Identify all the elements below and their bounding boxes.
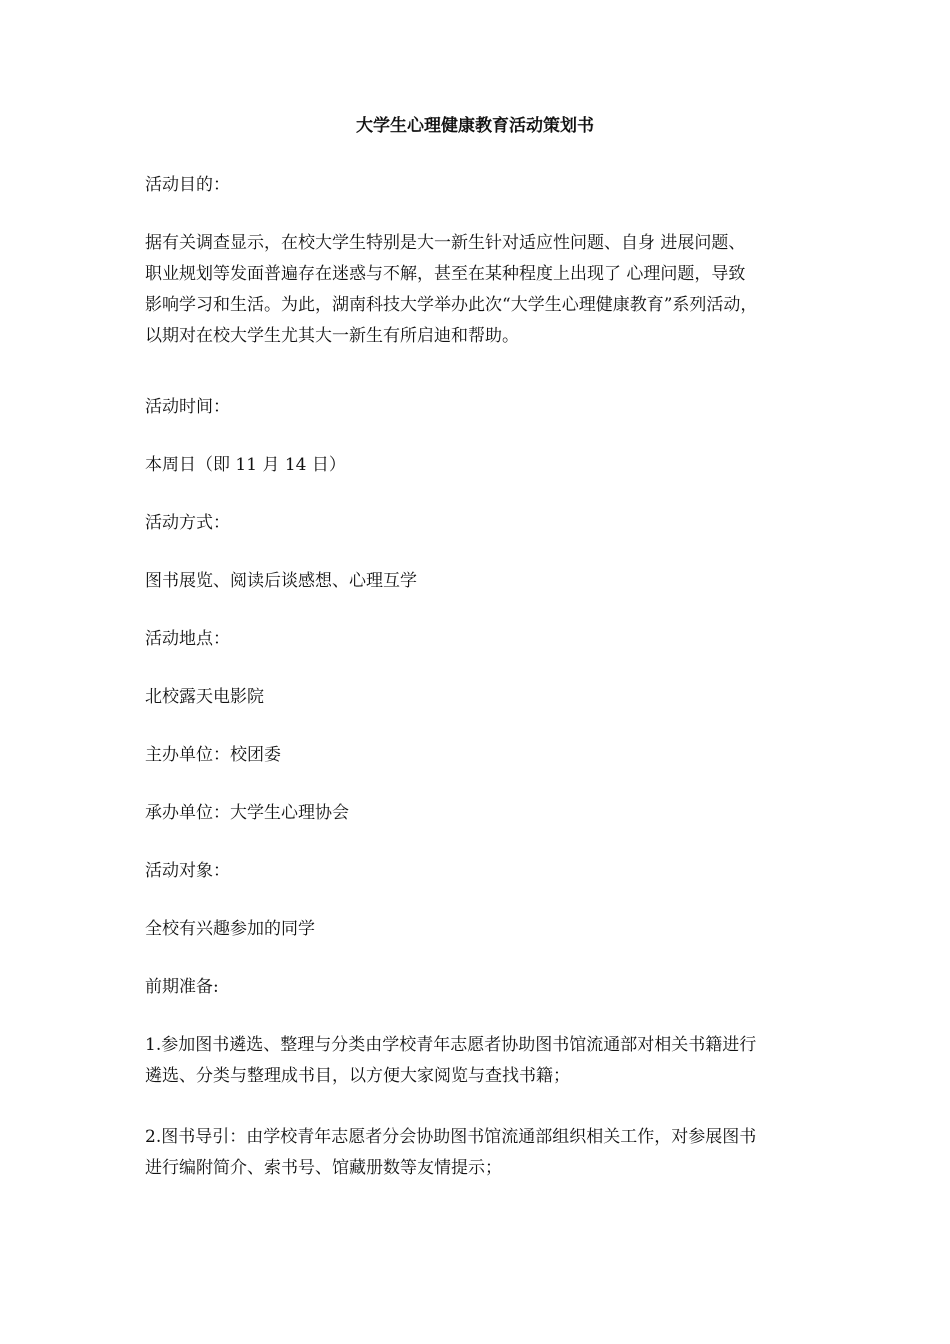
prep-item-line: 进行编附简介、索书号、馆藏册数等友情提示； [145,1158,502,1178]
purpose-line: 以期对在校大学生尤其大一新生有所启迪和帮助。 [145,326,519,346]
prep-item [145,1030,825,1092]
prep-item-line: 2.图书导引：由学校青年志愿者分会协助图书馆流通部组织相关工作，对参展图书 [145,1127,757,1147]
method-value: 图书展览、阅读后谈感想、心理互学 [145,571,417,591]
document-title: 大学生心理健康教育活动策划书 [356,116,594,136]
host-line: 主办单位：校团委 [145,745,281,765]
prep-label: 前期准备: [145,977,219,997]
purpose-line: 据有关调查显示，在校大学生特别是大一新生针对适应性问题、自身 进展问题、 [145,233,746,253]
time-value: 本周日（即 11 月 14 日） [145,455,346,475]
purpose-line: 影响学习和生活。为此，湖南科技大学举办此次“大学生心理健康教育”系列活动， [145,295,758,315]
audience-value: 全校有兴趣参加的同学 [145,919,315,939]
prep-item-line: 遴选、分类与整理成书目，以方便大家阅览与查找书籍； [145,1066,570,1086]
purpose-line: 职业规划等发面普遍存在迷惑与不解，甚至在某种程度上出现了 心理问题，导致 [145,264,746,284]
organizer-line: 承办单位：大学生心理协会 [145,803,349,823]
prep-item [145,1122,825,1184]
location-value: 北校露天电影院 [145,687,264,707]
location-label: 活动地点： [145,629,230,649]
time-label: 活动时间： [145,397,230,417]
purpose-label: 活动目的： [145,175,230,195]
audience-label: 活动对象： [145,861,230,881]
purpose-paragraph [145,228,825,352]
prep-item-line: 1.参加图书遴选、整理与分类由学校青年志愿者协助图书馆流通部对相关书籍进行 [145,1035,757,1055]
method-label: 活动方式： [145,513,230,533]
